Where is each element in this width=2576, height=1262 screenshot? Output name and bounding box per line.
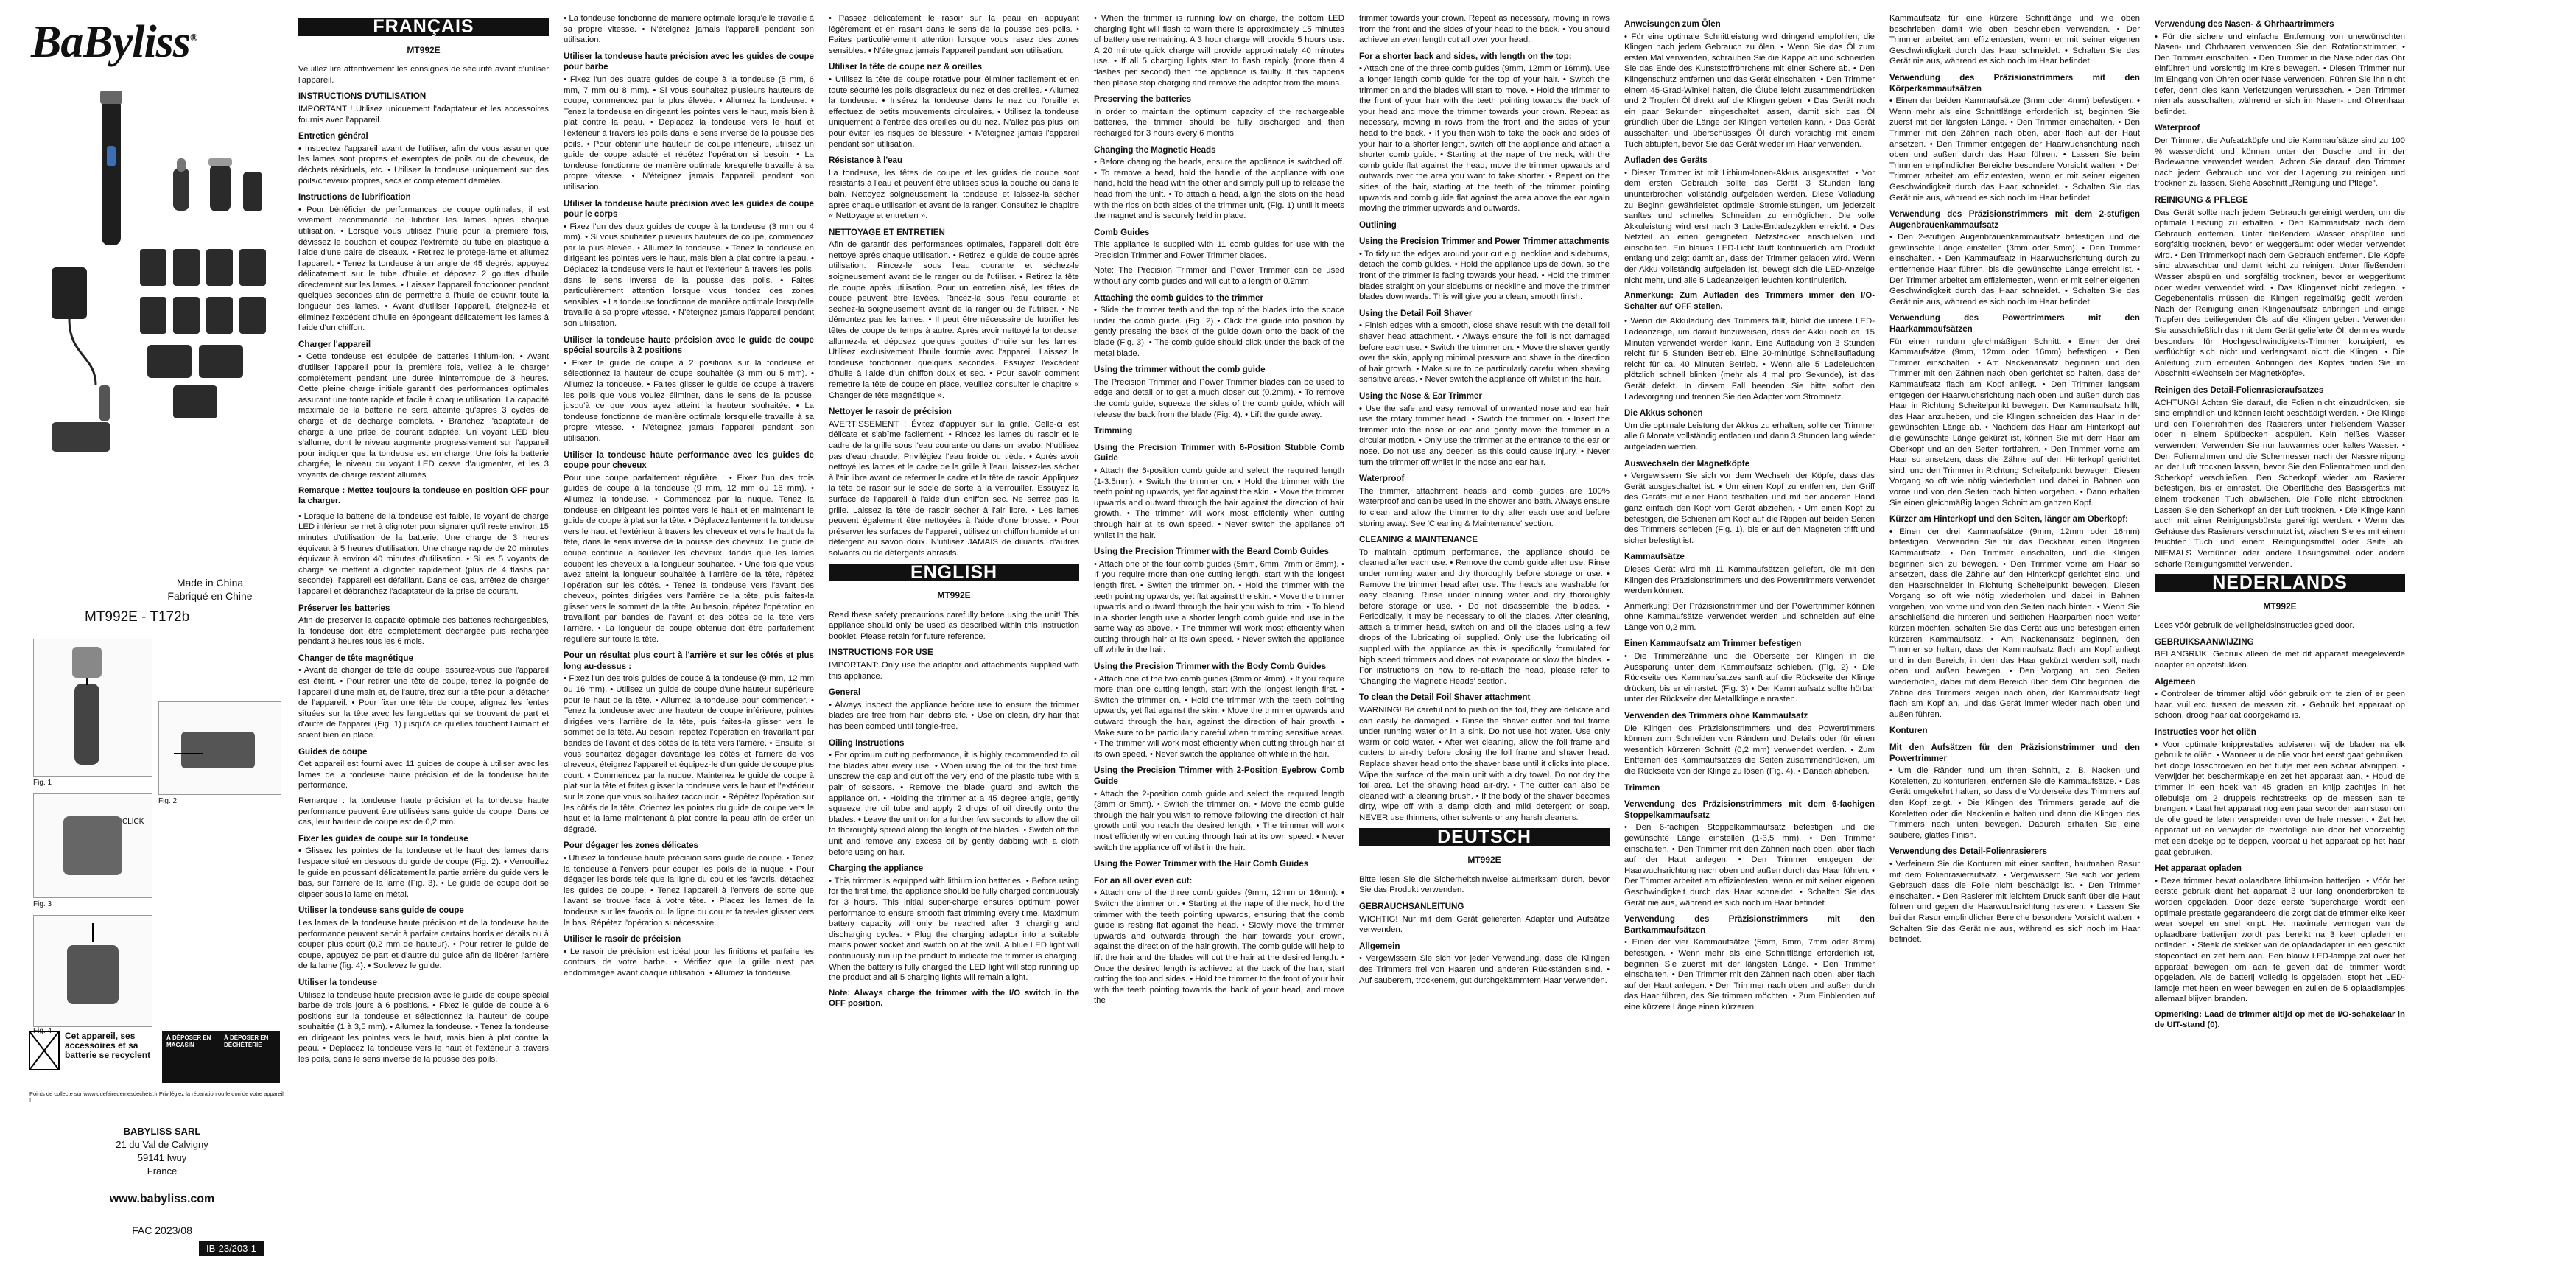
heading: Pour un résultat plus court à l'arrière et sur les côtés et plus long au-dessus : [564, 651, 814, 671]
heading: Charging the appliance [829, 863, 924, 874]
paragraph: Anmerkung: Der Präzisionstrimmer und der Powertrimmer können ohne Kammaufsätze verwendet werden und schneiden auf eine Länge von 0,2 mm. [1624, 601, 1875, 632]
paragraph: • Wenn die Akkuladung des Trimmers fällt, blinkt die untere LED-Ladeanzeige, um darauf hinzuweisen, dass der Akku noch ca. 15 Minuten verwendet werden kann. Eine Aufladung von 3 Stunden reicht für 5 Stunden Betrieb. Eine 20-minütige Schnellaufladung reicht für ca. 40 Minuten Betrieb. • Wenn alle 5 Ladeleuchten plötzlich schnell blinken (mehr als 4 mal pro Sekunde), ist das Gerät defekt. In diesem Fall beenden Sie bitte sofort den Ladevorgang und trennen Sie den Adapter vom Stromnetz. [1624, 317, 1875, 402]
column-5 [1359, 13, 1610, 1251]
paragraph: Afin de garantir des performances optimales, l'appareil doit être nettoyé après chaque utilisation. • Retirez le guide de coupe après utilisation. Rincez-le sous l'eau courante et séchez-le soigneusement avant de le ranger ou de l'utiliser. • Retirez la tête de coupe après utilisation. Pour un entretien aisé, les têtes de coupe peuvent être lavées. Rincez-la sous l'eau courante et séchez-la soigneusement avant de la ranger ou de l'utiliser. • Ne démontez pas les lames. • Il peut être nécessaire de lubrifier les têtes de coupe de temps à autre. Après avoir nettoyé la tondeuse, allumez-la et déposez quelques gouttes d'huile sur les lames. Utilisez exclusivement l'huile fournie avec l'appareil. Laissez la tondeuse fonctionner quelques secondes. Essuyez l'excédent d'huile à l'aide d'un chiffon doux et sec. • Pour savoir comment remettre la tête de coupe en place, veuillez consulter le chapitre « Changer de tête magnétique ». [829, 240, 1079, 400]
comb-guide-attach-figure-icon [159, 702, 281, 794]
paragraph: To maintain optimum performance, the appliance should be cleaned after each use. • Remove the comb guide after use. Rinse under running water and dry thoroughly before storage or use. • Remove the trimmer head after use. The heads are washable for easy cleaning. Rinse under running water and dry thoroughly before storage or use. • Do not disassemble the blades. • Periodically, it may be necessary to oil the blades. After cleaning, attach a trimmer head, switch on and oil the blades using a few drops of the lubricating oil supplied. Only use the lubricating oil supplied with the appliance as this is specifically formulated for high speed trimmers and does not evaporate or slow the blades. • For instructions on how to re-attach the head, please refer to 'Changing the Magnetic Heads' section. [1359, 547, 1610, 686]
company-address-line2: 59141 Iwuy [137, 1152, 187, 1163]
heading: Using the Precision Trimmer with 6-Position Stubble Comb Guide [1094, 442, 1344, 463]
heading: CLEANING & MAINTENANCE [1359, 535, 1478, 545]
brand-logo-text: BaByliss [31, 17, 190, 67]
heading: Waterproof [1359, 474, 1405, 484]
heading: Using the Precision Trimmer and Power Trimmer attachments [1359, 236, 1610, 247]
paragraph: • Voor optimale knipprestaties adviseren wij de bladen na elk gebruik te oliën. • Wanneer u de olie voor het eerst gaat gebruiken, het dopje losschroeven en het tuitje met een schaar afknippen. • Verwijder het beschermkapje en zet het apparaat aan. • Houd de trimmer in een hoek van 45 graden en knijp zachtjes in het oliebuisje om 2 druppels rechtstreeks op de messen aan te brengen. • Laat het apparaat nog een paar seconden aan staan om de olie goed te laten verspreiden over de hele messen. • Zet het apparaat uit en verwijder de overtollige olie door het voorzichtig met een doekje op te deppen, voordat u het apparaat op het haar gaat gebruiken. [2155, 740, 2405, 857]
paragraph: • Deze trimmer bevat oplaadbare lithium-ion batterijen. • Vóór het eerste gebruik dient het apparaat 3 uur lang ononderbroken te worden opgeladen. Door deze eerste 'supercharge' wordt een optimale prestatie gegarandeerd die zorgt dat de trimmer elke keer weer soepel en snel knipt. Het maximale vermogen van de oplaadbare batterijen wordt pas bereikt na 3 keer opladen en ontladen. • Steek de stekker van de oplaadadapter in een geschikt stopcontact en zet hem aan. Een blauw LED-lampje zal over het apparaat bewegen om aan te geven dat de trimmer wordt opgeladen. Als de batterij volledig is opgeladen, stopt het LED-lampje met heen en weer bewegen en zullen de 5 oplaadlampjes allemaal blijven branden. [2155, 876, 2405, 1004]
company-country: France [147, 1165, 178, 1177]
paragraph: Afin de préserver la capacité optimale des batteries rechargeables, la tondeuse doit être complètement déchargée puis rechargée pendant 3 heures tous les 6 mois. [298, 616, 549, 647]
paragraph: Note: Always charge the trimmer with the I/O switch in the OFF position. [829, 988, 1079, 1009]
charger-cable-icon [69, 319, 96, 385]
paragraph: • Inspectez l'appareil avant de l'utiliser, afin de vous assurer que les lames sont propres et exemptes de poils ou de cheveux, de déchets résiduels, etc. • Utilisez la tondeuse uniquement sur des poils/cheveux propres, secs et complètement démêlés. [298, 144, 549, 186]
paragraph: • Controleer de trimmer altijd vóór gebruik om te zien of er geen haar, vuil etc. tussen de messen zit. • Gebruik het apparaat op schoon, droog haar dat doorgekamd is. [2155, 690, 2405, 721]
heading: NETTOYAGE ET ENTRETIEN [829, 227, 945, 237]
fig-4-label: Fig. 4 [33, 1027, 52, 1035]
trimmer-kit-illustration [29, 76, 284, 488]
heading: Mit den Aufsätzen für den Präzisionstrimmer und den Powertrimmer [1889, 743, 2140, 763]
heading: Instructions de lubrification [298, 192, 411, 203]
oil-bottle-icon [99, 385, 110, 421]
comb-guides-icon [140, 249, 266, 418]
column-1 [298, 13, 549, 1251]
paragraph: • Attach one of the two comb guides (3mm or 4mm). • If you require more than one cutting length, start with the longest length first. • Switch the trimmer on. • Hold the trimmer with the teeth pointing upwards, yet flat against the skin. • Move the trimmer upwards and outward through the hair, against the direction of hair growth. • Make sure to be particularly careful when trimming sensitive areas. • The trimmer will work most efficiently when cutting through hair at its own speed. • Never switch the appliance off while in the hair. [1094, 674, 1344, 759]
fig-1-label: Fig. 1 [33, 779, 52, 787]
heading: Utiliser la tondeuse sans guide de coupe [298, 905, 464, 916]
heading: Reinigen des Detail-Folienrasieraufsatzes [2155, 385, 2324, 395]
paragraph: AVERTISSEMENT ! Évitez d'appuyer sur la grille. Celle-ci est délicate et s'abîme facilement. • Rincez les lames du rasoir et le cadre de la grille sous l'eau courante ou dans un lavabo. N'utilisez pas d'eau chaude. Privilégiez l'eau froide ou tiède. • Après avoir nettoyé les lames et le cadre de la grille à l'eau, laissez-les sécher à l'air libre avant de refermer le cadre et la tête de rasoir. Appliquez la tête de rasoir sur le socle de sorte à la verrouiller. Essuyez la surface de l'appareil à l'aide d'un chiffon sec. Ne serrez pas la grille. Laissez la tête de rasoir sécher à l'air libre. • Les lames peuvent également être nettoyées à l'aide d'une brosse. • Pour préserver les surfaces de l'appareil, utilisez un chiffon humide et un détergent au savon doux. N'utilisez JAMAIS de diluants, d'autres solvants ou de détergents abrasifs. [829, 419, 1079, 558]
paragraph: • Fixez l'un des quatre guides de coupe à la tondeuse (5 mm, 6 mm, 7 mm ou 8 mm). • Si vous souhaitez plusieurs hauteurs de coupe, commencez par la plus élevée. • Allumez la tondeuse. • Tenez la tondeuse en dirigeant les pointes vers le haut, mais bien à plat contre la peau. • Déplacez la tondeuse vers le haut et l'extérieur à travers les poils dans le sens inverse de la pousse des poils. • Pour obtenir une hauteur de coupe inférieure, utilisez un guide de coupe adapté et répétez l'opération si besoin. • La tondeuse fonctionne de manière optimale lorsqu'elle travaille à sa propre vitesse. • N'éteignez jamais l'appareil pendant son utilisation. [564, 74, 814, 192]
heading: Using the Power Trimmer with the Hair Comb Guides [1094, 859, 1309, 869]
heading: Outlining [1359, 220, 1397, 230]
heading: Auswechseln der Magnetköpfe [1624, 458, 1750, 469]
paragraph: • La tondeuse fonctionne de manière optimale lorsqu'elle travaille à sa propre vitesse. • N'éteignez jamais l'appareil pendant son utilisation. [564, 14, 814, 45]
left-panel [29, 16, 284, 1254]
paragraph: IMPORTANT ! Utilisez uniquement l'adaptateur et les accessoires fournis avec l'appareil. [298, 104, 549, 125]
paragraph: • Finish edges with a smooth, close shave result with the detail foil shaver head attachment. • Always ensure the foil is not damaged before each use. • Switch the trimmer on. • Move the shaver gently over the skin, applying minimal pressure and shave in the direction of hair growth. • Make sure to be particularly careful when shaving sensitive areas. • Never switch the appliance off whilst in the hair. [1359, 321, 1610, 385]
foil-icon [208, 158, 232, 166]
company-name: BABYLISS SARL [123, 1126, 201, 1137]
paragraph: • Vergewissern Sie sich vor jeder Verwendung, dass die Klingen des Trimmers frei von Haaren und anderen Rückständen sind. • Auf sauberem, trockenem, gut durchgekämmtem Haar verwenden. [1359, 954, 1610, 985]
paragraph: Die Klingen des Präzisionstrimmers und des Powertrimmers können zum Schneiden von Rändern und Details oder für einen wesentlich kürzeren Schnitt (0,2 mm) verwendet werden. • Zum Entfernen des Kammaufsatzes die Seiten zusammendrücken, um die Rückseite von der Klinge zu lösen (Fig. 4). • Danach abheben. [1624, 723, 1875, 776]
paragraph: WICHTIG! Nur mit dem Gerät gelieferten Adapter und Aufsätze verwenden. [1359, 914, 1610, 935]
heading: Fixer les guides de coupe sur la tondeuse [298, 833, 468, 844]
made-in-text: Made in China [176, 577, 244, 589]
heading: Allgemein [1359, 941, 1400, 951]
paragraph: Note: The Precision Trimmer and Power Trimmer can be used without any comb guides and will cut to a length of 0.2mm. [1094, 266, 1344, 287]
heading: Verwendung des Detail-Folienrasierers [1889, 846, 2047, 857]
paragraph: • Fixez le guide de coupe à 2 positions sur la tondeuse et sélectionnez la hauteur de coupe souhaitée (3 mm ou 5 mm). • Allumez la tondeuse. • Faites glisser le guide de coupe à travers les poils que vous voulez éliminer, dans le sens de la pousse, jusqu'à ce que vous ayez atteint la hauteur souhaitée. • La tondeuse fonctionne de manière optimale lorsqu'elle travaille à sa propre vitesse. • N'éteignez jamais l'appareil pendant son utilisation. [564, 358, 814, 443]
heading: To clean the Detail Foil Shaver attachment [1359, 693, 1531, 703]
company-website: www.babyliss.com [109, 1193, 215, 1205]
charger-adapter-icon [52, 267, 87, 319]
heading: GEBRAUCHSANLEITUNG [1359, 901, 1464, 911]
paragraph: • Die Trimmerzähne und die Oberseite der Klingen in die Aussparung unter dem Kammaufsatz schieben. (Fig. 2) • Die Rückseite des Kammaufsatzes sanft auf die Rückseite der Klinge drücken, bis er einrastet. (Fig. 3) • Der Kammaufsatz sollte hörbar unter der Rückseite der Metallklinge einrasten. [1624, 652, 1875, 704]
model-code-en: MT992E [937, 590, 971, 601]
paragraph: • Um die Ränder rund um Ihren Schnitt, z. B. Nacken und Koteletten, zu konturieren, entfernen Sie die Kammaufsätze. • Das Gerät umgekehrt halten, so dass die Vorderseite des Trimmers auf den Kopf zeigt. • Die Klingen des Trimmers gerade auf die Koteletten oder die Nackenlinie halten und dann die Klingen des Trimmers nach unten bewegen. Dadurch erhalten Sie eine saubere, glattes Finish. [1889, 766, 2140, 840]
heading: Pour dégager les zones délicates [564, 841, 698, 851]
paragraph: • Cette tondeuse est équipée de batteries lithium-ion. • Avant d'utiliser l'appareil pour la première fois, veillez à le charger complètement pendant une durée ininterrompue de 3 heures. Cette pleine charge initiale garantit des performances optimales assurant une tonte rapide et facile à chaque utilisation. La capacité maximale de la batterie ne sera atteinte qu'après 3 cycles de charge et de décharge complets. • Branchez l'adaptateur de charge à une prise de courant adaptée. Un voyant LED bleu s'allume, dont le niveau augmente progressivement sur l'appareil pour indiquer que la tondeuse est en charge. Une fois la batterie chargée, le niveau du voyant LED cesse d'augmenter, et les 3 voyants de charge restent allumés. [298, 352, 549, 480]
paragraph: Kammaufsatz für eine kürzere Schnittlänge und wie oben beschrieben damit wie oben beschrieben verwenden. • Der Trimmer arbeitet am effizientesten, wenn er mit seiner eigenen Geschwindigkeit durch das Haar schneidet. • Schalten Sie das Gerät nie aus, während es sich noch im Haar befindet. [1889, 14, 2140, 66]
paragraph: • Für eine optimale Schnittleistung wird dringend empfohlen, die Klingen nach jedem Gebrauch zu ölen. • Wenn Sie das Öl zum ersten Mal verwenden, schrauben Sie die Kappe ab und schneiden Sie das Ende des Kunststoffröhrchens mit einer Schere ab. • Den Klingenschutz entfernen und das Gerät einschalten. • Den Trimmer einem 45-Grad-Winkel halten, die Ölube leicht zusammendrücken und 2 Tropfen Öl direkt auf die Klingen geben. • Das Gerät noch ein paar Sekunden eingeschaltet lassen, damit sich das Öl gründlich über die Länge der Klingen verteilen kann. • Das Gerät ausschalten und überschüssiges Öl durch vorsichtig mit einem Tuch abtupfen, bevor Sie das Gerät wieder im Haar verwenden. [1624, 32, 1875, 149]
model-code: MT992E - T172b [85, 609, 190, 625]
column-3 [829, 13, 1079, 1251]
heading: Utiliser le rasoir de précision [564, 934, 681, 944]
heading: Preserving the batteries [1094, 94, 1192, 105]
heading: Using the trimmer without the comb guide [1094, 365, 1266, 375]
power-trimmer-head-icon [243, 172, 262, 211]
paragraph: • Fixez l'un des trois guides de coupe à la tondeuse (9 mm, 12 mm ou 16 mm). • Utilisez un guide de coupe d'une hauteur supérieure pour le haut de la tête. • Allumez la tondeuse pour commencer. • Tenez la tondeuse avec une hauteur de coupe inférieure, pointes dirigées vers l'arrière de la tête, puis faites-la glisser vers le sommet de la tête. Au besoin, répétez l'opération en travaillant par bandes de l'avant et des côtés de la tête vers l'arrière. • Ensuite, si vous souhaitez dégager davantage les côtés et l'arrière de vos cheveux, éteignez l'appareil et équipez-le d'un guide de coupe plus court. • Commencez par la nuque. Maintenez le guide de coupe à plat sur la tête et faites glisser la tondeuse vers le haut et l'extérieur sur la zone que vous souhaitez raccourcir. • Répétez l'opération sur les côtés de la tête. Orientez les pointes du guide de coupe vers le haut et la lame maintenant à plat contre la peau afin de créer un dégradé. [564, 674, 814, 834]
heading: Changing the Magnetic Heads [1094, 144, 1216, 155]
heading: Using the Precision Trimmer with the Beard Comb Guides [1094, 547, 1329, 557]
heading: Using the Nose & Ear Trimmer [1359, 391, 1482, 401]
paragraph: Um die optimale Leistung der Akkus zu erhalten, sollte der Trimmer alle 6 Monate vollständig entladen und dann 3 Stunden lang wieder aufgeladen werden. [1624, 421, 1875, 452]
intro-de: Bitte lesen Sie die Sicherheitshinweise aufmerksam durch, bevor Sie das Produkt verwenden. [1359, 874, 1610, 895]
trimmer-body-icon [102, 98, 121, 245]
company-address-line1: 21 du Val de Calvigny [116, 1139, 208, 1150]
figures-area [29, 635, 284, 1033]
brand-registered-mark: ® [189, 32, 197, 44]
drop-off-center-text: À DÉPOSER EN DÉCHÈTERIE [224, 1034, 269, 1048]
column-4 [1094, 13, 1344, 1251]
paragraph: The Precision Trimmer and Power Trimmer blades can be used to edge and detail or to get a much closer cut (0.2mm). • To remove the comb guide, squeeze the sides of the comb guide, which will release the back from the blade (Fig. 4). • Lift the guide away. [1094, 377, 1344, 419]
column-6 [1624, 13, 1875, 1251]
paragraph: • Pour bénéficier de performances de coupe optimales, il est vivement recommandé de lubrifier les lames après chaque utilisation. • Lorsque vous utilisez l'huile pour la première fois, dévissez le bouchon et coupez l'extrémité du tube en plastique à l'aide d'une paire de ciseaux. • Retirez le protège-lame et allumez l'appareil. • Tenez la tondeuse à un angle de 45 degrés, appuyez délicatement sur le tube d'huile et déposez 2 gouttes d'huile directement sur les lames. • Laissez l'appareil fonctionner pendant quelques secondes afin de permettre à l'huile de couvrir toute la longueur des lames. • Avant d'utiliser l'appareil, éteignez-le et éliminez l'excédent d'huile en épongeant délicatement les lames à l'aide d'un chiffon. [298, 205, 549, 333]
heading: Comb Guides [1094, 227, 1150, 237]
paragraph: • Attach the 2-position comb guide and select the required length (3mm or 5mm). • Switch the trimmer on. • Move the comb guide through the hair you wish to remove following the direction of hair growth until you reach the desired length. • The trimmer will work most efficiently when cutting through hair at its own speed. • Never switch the appliance off whilst in the hair. [1094, 789, 1344, 852]
paragraph: • Use the safe and easy removal of unwanted nose and ear hair use the rotary trimmer head. • Switch the trimmer on. • Insert the trimmer into the nose or ear and gently move the trimmer in a circular motion. • Only use the trimmer at the entrance to the ear or nose. Do not use any deeper, as this could cause injury. • Never turn the trimmer off whilst in the nose and ear hair. [1359, 404, 1610, 467]
paragraph: Anmerkung: Zum Aufladen des Trimmers immer den I/O-Schalter auf OFF stellen. [1624, 291, 1875, 311]
paragraph: • To tidy up the edges around your cut e.g. neckline and sideburns, detach the comb guides. • Hold the appliance upside down, so the front of the trimmer is facing towards your head. • Hold the trimmer blades straight on your sideburns or neckline and move the trimmer blades downwards. This will give you a clean, smooth finish. [1359, 249, 1610, 302]
heading: Nettoyer le rasoir de précision [829, 407, 952, 417]
heading: Guides de coupe [298, 746, 368, 757]
heading: REINIGUNG & PFLEGE [2155, 194, 2248, 205]
column-7 [1889, 13, 2140, 1251]
heading: Utiliser la tête de coupe nez & oreilles [829, 62, 983, 72]
foil-shaver-head-icon [210, 164, 231, 211]
fac-code: FAC 2023/08 [132, 1224, 192, 1236]
heading: For an all over even cut: [1094, 875, 1193, 886]
heading: For a shorter back and sides, with length on the top: [1359, 51, 1572, 61]
paragraph: • Attach the 6-position comb guide and select the required length (1-3.5mm). • Switch the trimmer on. • Hold the trimmer with the teeth pointing upwards, yet flat against the skin. • Move the trimmer upwards and outward through the hair against the direction of hair growth. • The trimmer will work most efficiently when cutting through hair at its own speed. • Never switch the appliance off whilst in the hair. [1094, 466, 1344, 540]
paragraph: Pour une coupe parfaitement régulière : • Fixez l'un des trois guides de coupe à la tondeuse (9 mm, 12 mm ou 16 mm). • Allumez la tondeuse. • Commencez par la nuque. Tenez la tondeuse en dirigeant les pointes vers le haut et en maintenant le guide de coupe à plat sur la tête. • Déplacez lentement la tondeuse vers le haut et l'extérieur à travers les cheveux et vers le haut de la tête, dans le sens inverse de la pousse des cheveux. Le guide de coupe continue à soulever les cheveux, tandis que les lames coupent les cheveux à la longueur souhaitée. • Une fois que vous avez atteint la longueur souhaitée à l'arrière de la tête, répétez l'opération sur les côtés. • Tenez la tondeuse vers l'avant des cheveux, pointes dirigées vers l'arrière de la tête, puis faites-la glisser vers le sommet de la tête. Au besoin, répétez l'opération en travaillant par bandes de l'avant et des côtés de la tête vers l'arrière. • La longueur de coupe obtenue doit être parfaitement régulière sur toute la tête. [564, 473, 814, 644]
paragraph: ACHTUNG! Achten Sie darauf, die Folien nicht einzudrücken, sie sind empfindlich und können leicht beschädigt werden. • Die Klinge und den Folienrahmen des Rasierers unter fließendem Wasser oder in einem Spülbecken abspülen. Kein heißes Wasser verwenden. Verwenden Sie nur lauwarmes oder kaltes Wasser. • Den Folienrahmen und die Schermesser nach der Nassreinigung an der Luft trocknen lassen, bevor Sie den Folienrahmen und den Scherkopf verschließen. Den Scherkopf wieder am Rasierer befestigen, bis er einrastet. Die Oberfläche des Basisgeräts mit einem trockenen Tuch abwischen. Die Folie nicht abtrocknen. Lassen Sie den Scherkopf an der Luft trocknen. • Die Klinge kann auch mit einer Reinigungsbürste gereinigt werden. • Wenn das Gehäuse des Rasierers verschmutzt ist, wischen Sie es mit einem feuchten Tuch und einem Reinigungsmittel oder Seife ab. NIEMALS Verdünner oder andere Lösungsmittel oder andere scharfe Reinigungsmittel verwenden. [2155, 398, 2405, 569]
heading: GEBRUIKSAANWIJZING [2155, 637, 2254, 647]
paragraph: Für einen rundum gleichmäßigen Schnitt: • Einen der drei Kammaufsätze (9mm, 12mm oder 16mm) befestigen. • Den Trimmer einschalten. • Am Nackenansatz beginnen und den Trimmer mit den Zähnen nach oben gerichtet so halten, dass der Kammaufsatz flach am Kopf anliegt. • Den Trimmer langsam entgegen der Haarwuchsrichtung nach oben und außen durch das Haar in Richtung Scheitelpunkt bewegen. Der Kammaufsatz hilft, das Haar anzuheben, und die Klingen schneiden das Haar in der gewünschten Länge ab. • Nachdem das Haar am Hinterkopf auf die gewünschte Länge gekürzt ist, können Sie mit dem Haar am Oberkopf und an den Seiten fortfahren. • Den Trimmer vorne am Haar so ansetzen, dass die Zähne auf den Hinterkopf gerichtet sind, und den Trimmer in Richtung Scheitelpunkt bewegen. Diesen Vorgang so oft wie nötig wiederholen und dabei in Bahnen von vorne und von den Seiten nach hinten vorgehen. • Dann erhalten Sie einen gleichmäßig langen Schnitt am ganzen Kopf. [1889, 337, 2140, 508]
heading: Einen Kammaufsatz am Trimmer befestigen [1624, 639, 1802, 649]
brand-logo [31, 16, 284, 69]
heading: Utiliser la tondeuse haute précision avec les guides de coupe pour le corps [564, 198, 814, 220]
paragraph: • Always inspect the appliance before use to ensure the trimmer blades are free from hair, debris etc. • Use on clean, dry hair that has been combed until tangle-free. [829, 700, 1079, 732]
paragraph: • Dieser Trimmer ist mit Lithium-Ionen-Akkus ausgestattet. • Vor dem ersten Gebrauch sollte das Gerät 3 Stunden lang ununterbrochen vollständig aufgeladen werden. Diese Volladung zu Beginn gewährleistet optimale Stromleistungen, um jederzeit sanftes und schnelles Schneiden zu ermöglichen. Die volle Akkuleistung wird erst nach 3 Lade-Entladezyklen erreicht. • Das Netzteil an einen geeigneten Netzstecker anschließen und einschalten. Ein blaues LED-Licht läuft kontinuierlich am Produkt entlang und zeigt damit an, dass der Trimmer geladen wird. Wenn der Akku vollständig aufgeladen ist, bewegt sich die LED-Anzeige nicht mehr, und alle 5 Ladeanzeigen leuchten kontinuierlich. [1624, 168, 1875, 285]
paragraph: Das Gerät sollte nach jedem Gebrauch gereinigt werden, um die optimale Leistung zu erhalten. • Den Kammaufsatz nach dem Gebrauch entfernen. Unter fließendem Wasser abspülen und sorgfältig trocknen, bevor er weggeräumt oder wieder verwendet wird. • Den Trimmerkopf nach dem Gebrauch entfernen. Die Köpfe sind abwaschbar und damit leicht zu reinigen. Unter fließendem Wasser abspülen und sorgfältig trocknen, bevor er weggeräumt oder wieder verwendet wird. • Das Klingenset nicht zerlegen. • Gegebenenfalls müssen die Klingen regelmäßig geölt werden. Nach der Reinigung einen Klingenaufsatz anbringen und einige Tropfen des beiliegenden Öls auf die Klingen geben. Verwenden Sie ausschließlich das mit dem Gerät gelieferte Öl, denn es wurde besonders für Hochgeschwindigkeits-Trimmer konzipiert, es verflüchtigt sich nicht und verlangsamt nicht die Klingen. • Die Anleitung zum erneuten Anbringen des Kopfes finden Sie im Abschnitt «Wechseln der Magnetköpfe». [2155, 208, 2405, 379]
product-illustration [29, 76, 284, 488]
paragraph: • Attach one of the three comb guides (9mm, 12mm or 16mm). • Switch the trimmer on. • Starting at the nape of the neck, hold the trimmer with the teeth pointing upwards, ensuring that the comb guide is resting flat against the head. • Slowly move the trimmer upwards and outwards through the hair towards your crown, against the direction of the hair growth. The comb guide will help to lift the hair and the blades will cut the hair at the desired length. • Once the desired length is achieved at the back of the hair, start cutting the top and sides. • Hold the trimmer to the front of your hair with the teeth pointing towards the back of your head, and move the [1094, 888, 1344, 1006]
magnetic-head-figure-icon [34, 639, 152, 776]
paragraph: Der Trimmer, die Aufsatzköpfe und die Kammaufsätze sind zu 100 % wasserdicht und können unter der Dusche und in der Badewanne verwendet werden. Achten Sie darauf, den Trimmer nach jedem Gebrauch und vor der Lagerung zu reinigen und trocknen zu lassen. Siehe Abschnitt „Reinigung und Pflege". [2155, 136, 2405, 189]
heading: Instructies voor het oliën [2155, 727, 2256, 737]
heading: Résistance à l'eau [829, 155, 903, 166]
heading: Utiliser la tondeuse haute précision avec le guide de coupe spécial sourcils à 2 positions [564, 334, 814, 356]
paragraph: Remarque : Mettez toujours la tondeuse en position OFF pour la charger. [298, 485, 549, 506]
paragraph: • Utilisez la tondeuse haute précision sans guide de coupe. • Tenez la tondeuse à l'envers pour couper les poils de la nuque. • Pour dégager les bords tels que la ligne du cou et les favoris, détachez les guides de coupe. • Tenez l'appareil à l'envers de sorte que l'avant se trouve face à votre tête. • Placez les lames de la tondeuse sur les favoris ou la ligne du cou et faites-les glisser vers le bas. Répétez l'opération si nécessaire. [564, 853, 814, 928]
nose-trimmer-tip-icon [177, 158, 186, 172]
svg-text:CLICK: CLICK [122, 818, 144, 826]
trimmer-blade-icon [100, 91, 122, 104]
figure-2 [158, 701, 281, 795]
heading: INSTRUCTIONS FOR USE [829, 648, 933, 658]
heading: Kammaufsätze [1624, 552, 1685, 562]
heading: Using the Precision Trimmer with 2-Position Eyebrow Comb Guide [1094, 765, 1344, 786]
paragraph: • Glissez les pointes de la tondeuse et le haut des lames dans l'espace situé en dessous du guide de coupe (Fig. 2). • Verrouillez le guide en poussant délicatement la partie arrière du guide vers le bas, sur l'arrière de la lame (Fig. 3). • Le guide de coupe doit se clipser sous la lame en métal. [298, 846, 549, 899]
heading: Die Akkus schonen [1624, 408, 1703, 418]
recycling-info [29, 1026, 284, 1107]
intro-en: Read these safety precautions carefully before using the unit! This appliance should only be used as described within this instruction booklet. Please retain for future reference. [829, 610, 1079, 641]
paragraph: • Lorsque la batterie de la tondeuse est faible, le voyant de charge LED inférieur se met à clignoter pour signaler qu'il reste environ 15 minutes d'utilisation de la batterie. Une charge de 3 heures équivaut à 5 heures d'utilisation. Une charge rapide de 20 minutes équivaut à environ 40 minutes d'utilisation. • Si les 5 voyants de charge se mettent à clignoter rapidement (plus de 4 flashs par seconde), l'appareil est défaillant. Dans ce cas, arrêtez de charger l'appareil et débranchez l'adaptateur de la prise de courant. [298, 511, 549, 596]
paragraph: • Für die sichere und einfache Entfernung von unerwünschten Nasen- und Ohrhaaren verwenden Sie den Rotationstrimmer. • Den Trimmer einschalten. • Den Trimmer in die Nase oder das Ohr einführen und vorsichtig im Kreis bewegen. • Diesen Trimmer nur im Eingang von Ohren oder Nase verwenden. Führen Sie ihn nicht tiefer, denn dies kann Verletzungen verursachen. • Den Trimmer niemals ausschalten, während er sich im Nasen- und Ohrenhaar befindet. [2155, 32, 2405, 116]
heading: Verwendung des Präzisionstrimmers mit dem 2-stufigen Augenbrauenkammaufsatz [1889, 209, 2140, 230]
heading: Attaching the comb guides to the trimmer [1094, 292, 1263, 303]
paragraph: Utilisez la tondeuse haute précision avec le guide de coupe spécial barbe de trois jours à 6 positions. • Fixez le guide de coupe à 6 positions sur la tondeuse et sélectionnez la hauteur de coupe souhaitée (1 à 3,5 mm). • Allumez la tondeuse. • Tenez la tondeuse en dirigeant les pointes vers le haut, mais bien à plat contre la peau. • Déplacez la tondeuse vers le haut et l'extérieur à travers les poils, dans le sens inverse de la pousse des poils. [298, 990, 549, 1065]
paragraph: • Einen der vier Kammaufsätze (5mm, 6mm, 7mm oder 8mm) befestigen. • Wenn mehr als eine Schnittlänge erforderlich ist, beginnen Sie zuerst mit der längsten Länge. • Den Trimmer einschalten. • Den Trimmer mit den Zähnen nach oben, aber flach auf der Haut anlegen. • Den Trimmer nach oben und außen durch das Haar führen, das Sie trimmen möchten. • Zum Einblenden auf eine kürzere Länge einen kürzeren [1624, 938, 1875, 1012]
paragraph: • Attach one of the three comb guides (9mm, 12mm or 16mm). Use a longer length comb guide for the top of your hair. • Switch the trimmer on and the blades will start to move. • Hold the trimmer to the front of your hair with the teeth pointing towards the back of your head and move the trimmer towards your crown. Repeat as necessary, moving in rows from the front and the sides of your head to the back. • If you then wish to take the back and sides of your hair to a shorter length, switch off the appliance and attach a shorter comb guide. • Starting at the nape of the neck, with the comb guide flat against the head, move the trimmer upwards and outwards over the area you want to take shorter. • Repeat on the sides of the hair, starting at the teeth of the trimmer pointing upwards and comb guide flat against the area above the ear again moving the trimmer upwards and outwards. [1359, 64, 1610, 214]
ib-code-badge: IB-23/203-1 [199, 1241, 264, 1256]
heading: Verwendung des Nasen- & Ohrhaartrimmers [2155, 19, 2334, 29]
paragraph: WARNING! Be careful not to push on the foil, they are delicate and can easily be damaged. • Rinse the shaver cutter and foil frame under running water or in a sink. Do not use hot water. Use only warm or cold water. • After wet cleaning, allow the foil frame and cutters to air-dry before closing the foil frame and shaver head. Replace shaver head onto the shaver base until it clicks into place. Wipe the surface of the main unit with a dry towel. Do not dry the foil area. Let the shaving head air-dry. • The cutter can also be cleaned with a cleaning brush. • If the body of the shaver becomes dirty, wipe off with a damp cloth and mild detergent or soap. NEVER use thinners, other solvents or any harsh cleaners. [1359, 706, 1610, 822]
column-8 [2155, 13, 2405, 1251]
paragraph: The trimmer, attachment heads and comb guides are 100% waterproof and can be used in the shower and bath. Always ensure to clean and allow the trimmer to dry after each use and before storing away. See 'Cleaning & Maintenance' section. [1359, 486, 1610, 528]
heading: Charger l'appareil [298, 339, 371, 349]
heading: Konturen [1889, 726, 1928, 736]
column-2 [564, 13, 814, 1251]
paragraph: • Slide the trimmer teeth and the top of the blades into the space under the comb guide. (Fig. 2) • Click the guide into position by gently pressing the back of the guide down onto the back of the blade (Fig. 3). • The comb guide should click under the back of the metal blade. [1094, 306, 1344, 358]
heading: Verwendung des Präzisionstrimmers mit den Körperkammaufsätzen [1889, 72, 2140, 94]
heading: General [829, 687, 861, 698]
paragraph: • Le rasoir de précision est idéal pour les finitions et parfaire les contours de votre barbe. • Vérifiez que la grille n'est pas endommagée avant chaque utilisation. • Allumez la tondeuse. [564, 947, 814, 978]
intro-fr: Veuillez lire attentivement les consignes de sécurité avant d'utiliser l'appareil. [298, 65, 549, 85]
led-indicator-icon [107, 146, 116, 166]
paragraph: BELANGRIJK! Gebruik alleen de met dit apparaat meegeleverde adapter en opzetstukken. [2155, 650, 2405, 670]
section-header-english: ENGLISH [829, 564, 1079, 582]
comb-guide-remove-figure-icon [34, 916, 152, 1026]
heading: Using the Detail Foil Shaver [1359, 308, 1473, 318]
paragraph: Opmerking: Laad de trimmer altijd op met de I/O-schakelaar in de UIT-stand (0). [2155, 1009, 2405, 1030]
paragraph: • Fixez l'un des deux guides de coupe à la tondeuse (3 mm ou 4 mm). • Si vous souhaitez plusieurs hauteurs de coupe, commencez par la plus élevée. • Allumez la tondeuse. • Tenez la tondeuse en dirigeant les pointes vers le haut, mais bien à plat contre la peau. • Déplacez la tondeuse vers le haut et l'extérieur à travers les poils, dans le sens inverse de la pousse des poils. • Faites particulièrement attention lorsque vous tondez des zones sensibles. • La tondeuse fonctionne de manière optimale lorsqu'elle travaille à sa propre vitesse. • N'éteignez jamais l'appareil pendant son utilisation. [564, 222, 814, 329]
paragraph: trimmer towards your crown. Repeat as necessary, moving in rows from the front and the sides of your head to the back. • You should achieve an even length cut all over your head. [1359, 14, 1610, 45]
heading: Trimming [1094, 426, 1133, 436]
paragraph: • Den 2-stufigen Augenbrauenkammaufsatz befestigen und die gewünschte Länge einstellen (3mm oder 5mm). • Den Trimmer einschalten. • Den Kammaufsatz in Haarwuchsrichtung durch zu entfernende Haar führen, bis die gewünschte Länge erreicht ist. • Der Trimmer arbeitet am effizientesten, wenn er mit seiner eigenen Geschwindigkeit durch das Haar schneidet. • Schalten Sie das Gerät nie aus, während es sich noch im Haar befindet. [1889, 233, 2140, 306]
section-header-nederlands: NEDERLANDS [2155, 574, 2405, 592]
storage-pouch-icon [52, 422, 110, 452]
heading: Anweisungen zum Ölen [1624, 19, 1721, 29]
heading: Préserver les batteries [298, 603, 390, 613]
paragraph: • Vergewissern Sie sich vor dem Wechseln der Köpfe, dass das Gerät ausgeschaltet ist. • Um einen Kopf zu entfernen, den Griff des Geräts mit einer Hand festhalten und mit der anderen Hand ganz einfach den Kopf vom Gerät abziehen. • Um einen Kopf zu befestigen, die Schienen am Kopf auf die Rippen auf beiden Seiten des Trimmers schieben (Fig. 1), bis er auf den Magneten trifft und sicher befestigt ist. [1624, 472, 1875, 545]
paragraph: • When the trimmer is running low on charge, the bottom LED charging light will flash to warn there is approximately 15 minutes of battery use remaining. A 3 hour charge will provide 5 hours use. A 20 minute quick charge will provide approximately 40 minutes use. • If all 5 charging lights start to flash rapidly (more than 4 flashes per second) then the appliance is faulty. If this happens then please stop charging and remove the adaptor from the mains. [1094, 14, 1344, 88]
paragraph: IMPORTANT: Only use the adaptor and attachments supplied with this appliance. [829, 661, 1079, 681]
section-header-francais: FRANÇAIS [298, 18, 549, 36]
model-code-nl: MT992E [2263, 600, 2297, 611]
recycle-note: Points de collecte sur www.quefairedemesdechets.fr Privilégiez la réparation ou le don de votre appareil ! [29, 1090, 284, 1104]
paragraph: • Den 6-fachigen Stoppelkammaufsatz befestigen und die gewünschte Länge einstellen (1-3,5 mm). • Den Trimmer einschalten. • Den Trimmer mit den Zähnen nach oben, aber flach auf der Haut anlegen. • Den Trimmer entgegen der Haarwuchsrichtung nach oben und außen durch das Haar führen. • Der Trimmer arbeitet am effizientesten, wenn er mit seiner eigenen Geschwindigkeit durch das Haar schneidet. • Schalten Sie das Gerät nie aus, während es sich noch im Haar befindet. [1624, 823, 1875, 908]
heading: Utiliser la tondeuse haute précision avec les guides de coupe pour barbe [564, 51, 814, 72]
heading: Utiliser la tondeuse haute performance avec les guides de coupe pour cheveux [564, 449, 814, 471]
made-in-text-fr: Fabriqué en Chine [167, 590, 253, 602]
paragraph: Dieses Gerät wird mit 11 Kammaufsätzen geliefert, die mit den Klingen des Präzisionstrimmers und des Powertrimmers verwendet werden können. [1624, 564, 1875, 596]
heading: Algemeen [2155, 676, 2196, 687]
heading: Verwendung des Präzisionstrimmers mit dem 6-fachigen Stoppelkammaufsatz [1624, 799, 1875, 820]
heading: Aufladen des Geräts [1624, 155, 1708, 166]
paragraph: • This trimmer is equipped with lithium ion batteries. • Before using for the first time, the appliance should be fully charged continuously for 3 hours. This initial super-charge ensures optimum power performance to ensure smooth fast trimming every time. Maximum battery capacity will only be reached after 3 charging and discharging cycles. • Plug the charging adaptor into a suitable mains power socket and switch on at the wall. A blue LED light will continuously run up the product to indicate the trimmer is charging. When the battery is fully charged the LED light will stop running up the product and all 5 charging lights will remain alight. [829, 876, 1079, 983]
heading: Using the Precision Trimmer with the Body Comb Guides [1094, 662, 1327, 672]
intro-nl: Lees vóór gebruik de veiligheidsinstructies goed door. [2155, 621, 2355, 631]
heading: INSTRUCTIONS D'UTILISATION [298, 91, 427, 102]
fig-3-label: Fig. 3 [33, 900, 52, 908]
paragraph: Les lames de la tondeuse haute précision et de la tondeuse haute performance peuvent servir à parfaire certains bords et détails ou à couper plus court (0,2 mm de hauteur). • Pour retirer le guide de coupe, appuyez de part et d'autre du guide afin de libérer l'arrière de la lame (fig. 4). • Soulevez le guide. [298, 918, 549, 971]
heading: Changer de tête magnétique [298, 653, 413, 663]
nose-trimmer-head-icon [173, 168, 189, 211]
paragraph: • Einen der beiden Kammaufsätze (3mm oder 4mm) befestigen. • Wenn mehr als eine Schnittlänge erforderlich ist, beginnen Sie zuerst mit der längsten Länge. • Den Trimmer einschalten. • Den Trimmer mit den Zähnen nach oben, aber flach auf der Haut ansetzen. • Den Trimmer entgegen der Haarwuchsrichtung nach oben und außen durch das Haar führen. • Lassen Sie beim Trimmen empfindlicher Bereiche besondere Vorsicht walten. • Der Trimmer arbeitet am effizientesten, wenn er mit seiner eigenen Geschwindigkeit durch das Haar schneidet. • Schalten Sie das Gerät nie aus, während es sich noch im Haar befindet. [1889, 97, 2140, 203]
heading: Utiliser la tondeuse [298, 977, 377, 987]
heading: Oiling Instructions [829, 737, 905, 748]
paragraph: • For optimum cutting performance, it is highly recommended to oil the blades after every use. • When using the oil for the first time, unscrew the cap and cut off the very end of the plastic tube with a pair of scissors. • Remove the blade guard and switch the appliance on. • Holding the trimmer at a 45 degree angle, gently squeeze the oil tube and apply 2 drops of oil directly onto the blades. • Leave the unit on for a further few seconds to allow the oil to thoroughly spread along the length of the blades. • Switch off the unit and remove any excess oil by gently dabbing with a cloth before using on hair. [829, 751, 1079, 857]
figure-1 [33, 639, 152, 777]
model-code-de: MT992E [1467, 855, 1501, 866]
paragraph: • Verfeinern Sie die Konturen mit einer sanften, hautnahen Rasur mit dem Folienrasieraufsatz. • Vergewissern Sie sich vor jedem Gebrauch dass die Folie nicht beschädigt ist. • Den Trimmer einschalten. • Den Rasierer mit leichtem Druck sanft über die Haut führen und gegen die Haarwuchsrichtung rasieren. • Lassen Sie bei der Rasur empfindlicher Bereiche besondere Vorsicht walten. • Schalten Sie das Gerät nie aus, während es sich noch im Haar befindet. [1889, 859, 2140, 944]
figure-3 [33, 793, 152, 898]
fig-2-label: Fig. 2 [158, 797, 178, 805]
heading: Entretien général [298, 131, 368, 141]
paragraph: • Attach one of the four comb guides (5mm, 6mm, 7mm or 8mm). • If you require more than one cutting length, start with the longest length first. • Switch the trimmer on. • Hold the trimmer with the teeth pointing upwards, yet flat against the skin. • Move the trimmer upwards and outward through the hair you wish to trim. • To blend in a shorter length use a shorter length comb guide and use in the same way as above. • The trimmer will work most efficiently when cutting through hair at its own speed. • Never switch the appliance off while in the hair. [1094, 559, 1344, 655]
paragraph: • Avant de changer de tête de coupe, assurez-vous que l'appareil est éteint. • Pour retirer une tête de coupe, tenez la poignée de l'appareil d'une main et, de l'autre, tirez sur la tête pour la détacher de l'appareil. • Pour fixer une tête de coupe, alignez les fentes situées sur la tête avec les languettes qui se trouvent de part et d'autre de l'appareil (Fig. 1) jusqu'à ce qu'elles touchent l'aimant et soient bien en place. [298, 666, 549, 740]
comb-guide-click-figure-icon [34, 794, 152, 897]
section-header-deutsch: DEUTSCH [1359, 828, 1610, 846]
paragraph: Cet appareil est fourni avec 11 guides de coupe à utiliser avec les lames de la tondeuse haute précision et de la tondeuse haute performance. [298, 760, 549, 790]
heading: Waterproof [2155, 123, 2200, 133]
drop-off-store-text: À DÉPOSER EN MAGASIN [166, 1034, 211, 1048]
model-code-fr: MT992E [407, 44, 441, 55]
paragraph: This appliance is supplied with 11 comb guides for use with the Precision Trimmer and Power Trimmer blades. [1094, 240, 1344, 260]
paragraph: La tondeuse, les têtes de coupe et les guides de coupe sont résistants à l'eau et peuvent être utilisés sous la douche ou dans le bain. Nettoyez soigneusement la tondeuse et laissez-la sécher après chaque utilisation et avant de la ranger. Consultez le chapitre « Nettoyage et entretien ». [829, 168, 1079, 221]
heading: Verwendung des Präzisionstrimmers mit den Bartkammaufsätzen [1624, 914, 1875, 935]
heading: Het apparaat opladen [2155, 863, 2242, 874]
made-in-label [144, 576, 276, 603]
paragraph: In order to maintain the optimum capacity of the rechargeable batteries, the trimmer should be fully discharged and then recharged for 3 hours every 6 months. [1094, 107, 1344, 138]
paragraph: • Before changing the heads, ensure the appliance is switched off. • To remove a head, hold the handle of the appliance with one hand, hold the head with the other and simply pull up to release the head from the unit. • To attach a head, align the slots on the head with the ribs on both sides of the trimmer unit, (Fig. 1) until it meets the magnet and is securely held in place. [1094, 158, 1344, 221]
heading: Verwendung des Powertrimmers mit den Haarkammaufsätzen [1889, 313, 2140, 334]
heading: Verwenden des Trimmers ohne Kammaufsatz [1624, 711, 1808, 721]
recycle-text: Cet appareil, ses accessoires et sa batterie se recyclent [65, 1031, 151, 1060]
paragraph: • Utilisez la tête de coupe rotative pour éliminer facilement et en toute sécurité les poils disgracieux du nez et des oreilles. • Allumez la tondeuse. • Insérez la tondeuse dans le nez ou l'oreille et effectuez de petits mouvements circulaires. • Utilisez la tondeuse uniquement à l'entrée des oreilles ou du nez. N'allez pas plus loin pour éviter les risques de blessure. • N'éteignez jamais l'appareil pendant son utilisation. [829, 74, 1079, 149]
paragraph: • Passez délicatement le rasoir sur la peau en appuyant légèrement et en rasant dans le sens de la pousse des poils. • Faites particulièrement attention lorsque vous rasez des zones sensibles. • N'éteignez jamais l'appareil pendant son utilisation. [829, 14, 1079, 55]
paragraph: Remarque : la tondeuse haute précision et la tondeuse haute performance peuvent être utilisées sans guide de coupe. Dans ce cas, leur hauteur de coupe est de 0,2 mm. [298, 796, 549, 827]
company-info [74, 1125, 250, 1237]
heading: Kürzer am Hinterkopf und den Seiten, länger am Oberkopf: [1889, 514, 2129, 525]
figure-4 [33, 915, 152, 1027]
heading: Trimmen [1624, 782, 1660, 793]
paragraph: • Einen der drei Kammaufsätze (9mm, 12mm oder 16mm) befestigen. Verwenden Sie für das Deckhaar einen längeren Kammaufsatz. • Den Trimmer einschalten, und die Klingen beginnen sich zu bewegen. • Den Trimmer vorne am Haar so ansetzen, dass die Zähne auf den Hinterkopf gerichtet sind, und den Haarschneider in Richtung Scheitelpunkt bewegen. Diesen Vorgang so oft wie nötig wiederholen und dabei in Bahnen vorgehen, von vorne und von den Seiten nach hinten. • Wenn Sie anschließend die hinteren und seitlichen Haarpartien noch weiter kürzen möchten, schalten Sie das Gerät aus und befestigen einen kürzeren Kammaufsatz. • Am Nackenansatz beginnen, den Trimmer so halten, dass der Kammaufsatz flach am Kopf anliegt und in den Bereich, in dem das Haar gekürzt werden soll, nach oben und außen bewegen. • Den Vorgang an den Seiten wiederholen, dabei mit dem Bereich über dem Ohr beginnen, die Zähne des Trimmers zeigen nach oben, der Kammaufsatz liegt flach am Kopf an, und das Gerät immer wieder nach oben und außen führen. [1889, 527, 2140, 719]
